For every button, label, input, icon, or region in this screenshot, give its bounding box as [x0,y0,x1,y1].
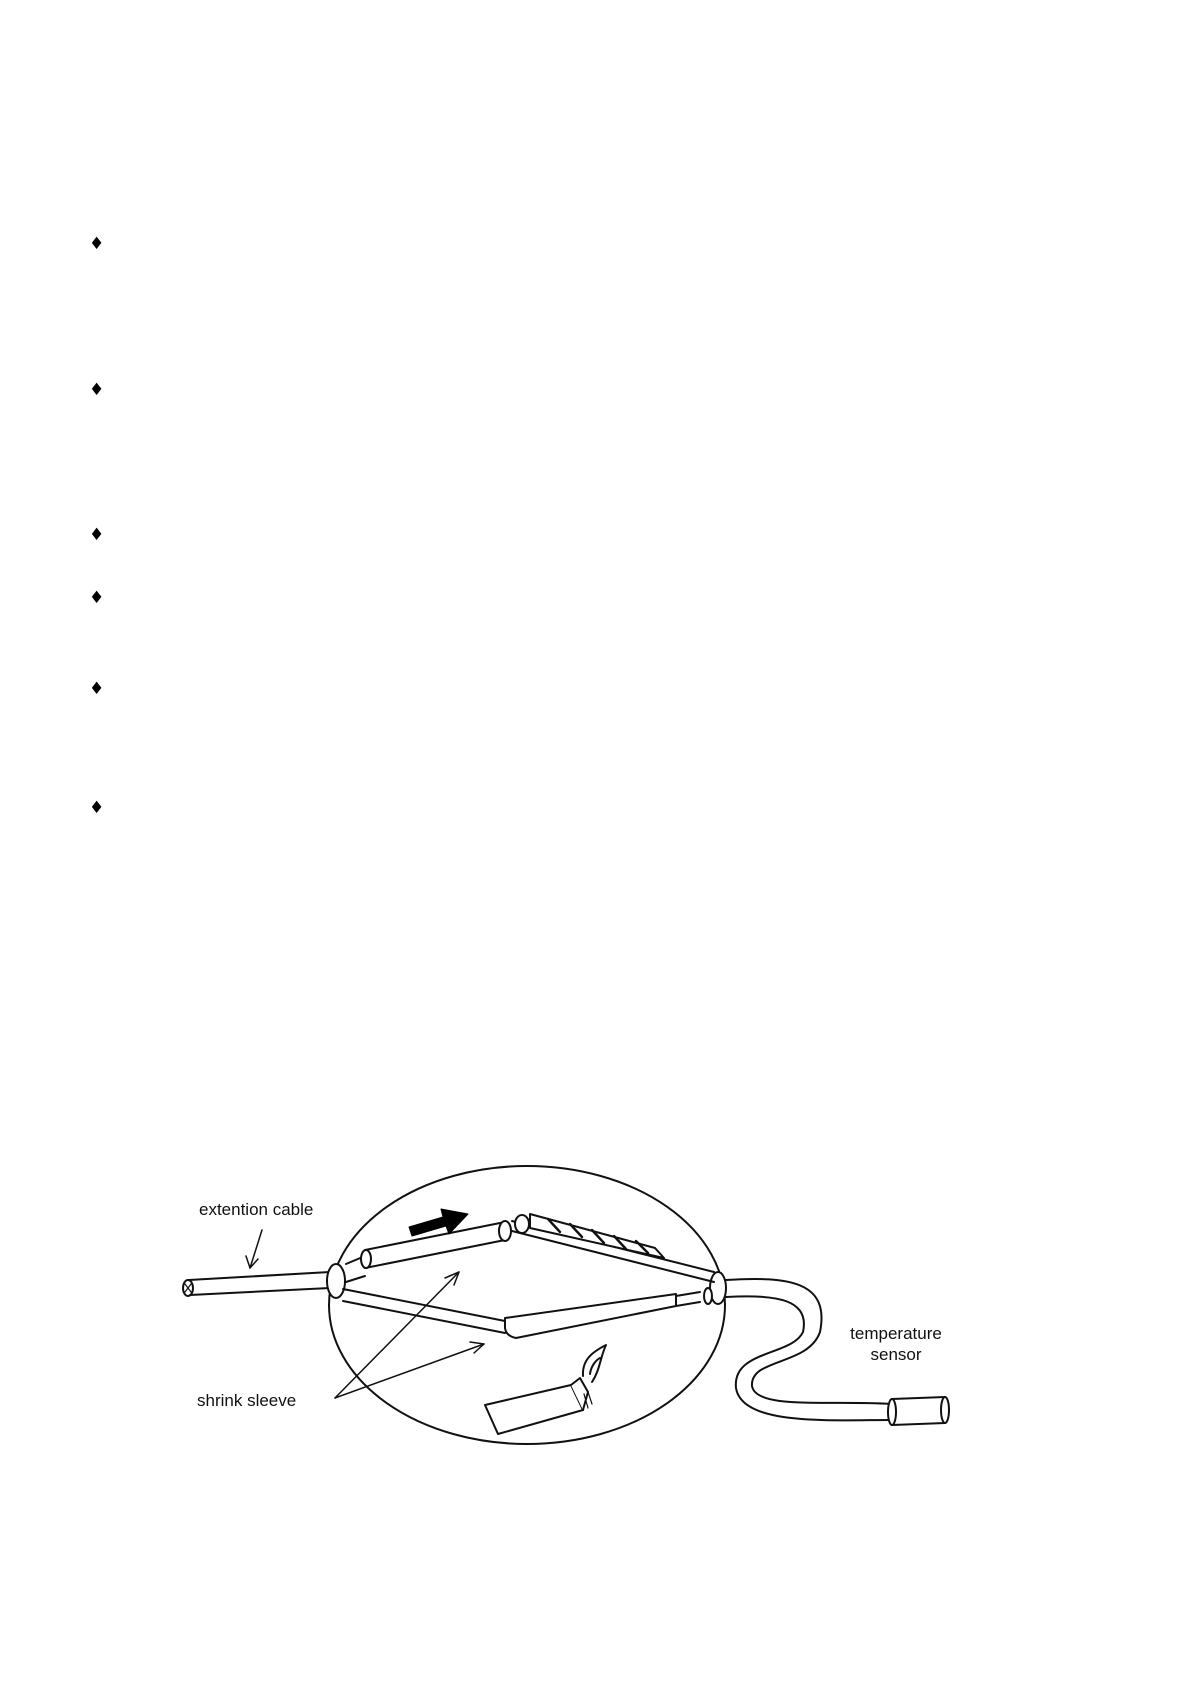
bullet-marker-1: ♦ [89,234,105,254]
upper-wire [346,1214,714,1282]
bullet-marker-5: ♦ [89,679,105,699]
temperature-sensor-probe [888,1397,949,1425]
bullet-marker-4: ♦ [89,588,105,608]
bullet-marker-6: ♦ [89,798,105,818]
lighter-icon [485,1345,606,1434]
lower-wire [343,1288,712,1338]
label-extension-cable: extention cable [199,1200,314,1219]
extension-cable [183,1272,330,1296]
bullet-marker-2: ♦ [89,380,105,400]
bullet-marker-3: ♦ [89,525,105,545]
sensor-cable [726,1279,892,1420]
left-joint [327,1264,345,1298]
label-temperature-sensor-line2: sensor [870,1345,922,1364]
label-temperature-sensor-line1: temperature [850,1324,942,1343]
label-shrink-sleeve: shrink sleeve [197,1391,297,1410]
